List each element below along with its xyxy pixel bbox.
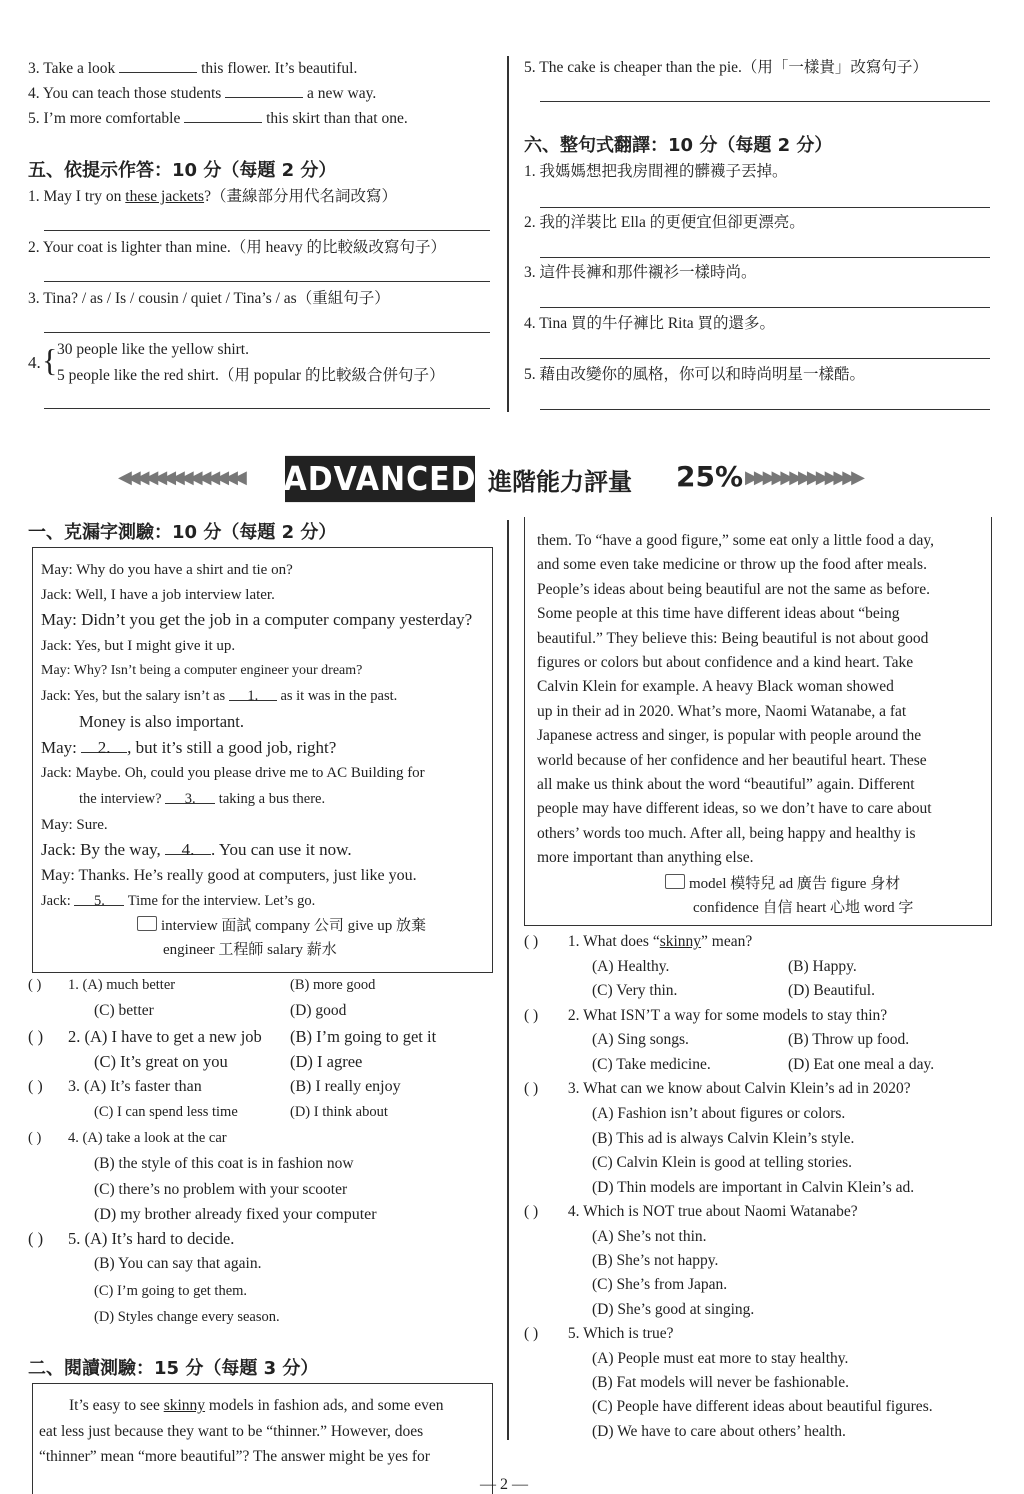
sec5-q2: 2. Your coat is lighter than mine.（用 heavy 的比較級改寫句子） <box>28 239 447 256</box>
dialog-box <box>32 547 493 973</box>
mc-option: (C) better <box>94 1002 154 1019</box>
passage-line: Japanese actress and singer, is popular with people around the <box>537 727 922 745</box>
mc-option: (C) there’s no problem with your scooter <box>94 1181 348 1198</box>
dialog-line: Money is also important. <box>79 712 244 731</box>
advanced-percent: 25% <box>676 460 744 493</box>
blank-1[interactable]: 1. <box>229 686 277 701</box>
mc-option: (A) She’s not thin. <box>592 1228 707 1245</box>
mc-q5: ( ) 5. (A) It’s hard to decide. <box>28 1229 235 1248</box>
mc-option: (D) Styles change every season. <box>94 1309 280 1325</box>
section-1-heading: 一、克漏字測驗：10 分（每題 2 分） <box>28 522 337 543</box>
answer-line[interactable] <box>540 257 990 258</box>
mc-option: (B) I really enjoy <box>290 1078 401 1095</box>
passage-line: all make us think about the word “beautiful” again. Different <box>537 776 915 793</box>
section-5-heading: 五、依提示作答：10 分（每題 2 分） <box>28 160 337 181</box>
rq1: ( ) 1. What does “skinny” mean? <box>524 933 753 950</box>
sec6-q1: 1. 我媽媽想把我房間裡的髒襪子丟掉。 <box>524 163 788 180</box>
mc-option: (D) good <box>290 1002 347 1019</box>
answer-line[interactable] <box>540 101 990 102</box>
mc-q1: ( ) 1. (A) much better <box>28 977 176 993</box>
book-icon <box>137 916 157 931</box>
column-divider <box>507 56 509 412</box>
dialog-line: Jack: Maybe. Oh, could you please drive me to AC Building for <box>41 765 425 781</box>
arrows-right-icon: ▶▶▶▶▶▶▶▶▶▶▶▶▶ <box>745 467 860 488</box>
sec6-q2: 2. 我的洋裝比 Ella 的更便宜但卻更漂亮。 <box>524 214 805 231</box>
section-6-heading: 六、整句式翻譯：10 分（每題 2 分） <box>524 135 833 156</box>
sec5-q4-line2: 5 people like the red shirt.（用 popular 的比較級合併句子） <box>57 367 445 384</box>
dialog-line: the interview? 3. taking a bus there. <box>79 791 326 807</box>
answer-line[interactable] <box>44 281 490 282</box>
section-2-heading: 二、閱讀測驗：15 分（每題 3 分） <box>28 1358 319 1379</box>
right-q5: 5. The cake is cheaper than the pie.（用「一樣貴」改寫句子） <box>524 59 928 76</box>
dialog-line: Jack: Well, I have a job interview later. <box>41 587 275 603</box>
mc-option: (D) Eat one meal a day. <box>788 1056 935 1073</box>
answer-line[interactable] <box>540 207 990 208</box>
answer-blank[interactable] <box>225 83 303 98</box>
rq5: ( ) 5. Which is true? <box>524 1325 674 1342</box>
passage-line: Calvin Klein for example. A heavy Black woman showed <box>537 678 894 696</box>
mc-option: (D) She’s good at singing. <box>592 1301 755 1318</box>
passage-line: and some even take medicine or throw up the food after meals. <box>537 556 927 574</box>
answer-blank[interactable] <box>184 108 262 123</box>
mc-option: (D) my brother already fixed your computer <box>94 1206 377 1223</box>
book-icon <box>665 874 685 889</box>
fill-q5: 5. I’m more comfortable this skirt than that one. <box>28 110 408 127</box>
sec5-q4-number: 4. <box>28 353 41 372</box>
mc-q2: ( ) 2. (A) I have to get a new job <box>28 1027 262 1046</box>
rq4: ( ) 4. Which is NOT true about Naomi Watanabe? <box>524 1203 858 1220</box>
mc-option: (B) more good <box>290 977 376 993</box>
passage-line: others’ words too much. After all, being happy and healthy is <box>537 824 916 842</box>
passage-line: more important than anything else. <box>537 849 754 867</box>
answer-paren[interactable]: ( ) <box>28 1027 44 1046</box>
dialog-line: May: Sure. <box>41 817 108 833</box>
vocab-line: interview 面試 company 公司 give up 放棄 <box>137 916 426 936</box>
passage-line: figures or colors but about confidence and a kind heart. Take <box>537 654 914 671</box>
answer-line[interactable] <box>44 230 490 231</box>
answer-paren[interactable]: ( ) <box>524 1080 539 1097</box>
mc-option: (D) Thin models are important in Calvin Klein’s ad. <box>592 1179 915 1196</box>
mc-option: (B) Throw up food. <box>788 1031 910 1048</box>
mc-option: (C) She’s from Japan. <box>592 1276 728 1293</box>
passage-line: “thinner” mean “more beautiful”? The answer might be yes for <box>39 1448 430 1465</box>
fill-q4: 4. You can teach those students a new way. <box>28 85 377 102</box>
blank-3[interactable]: 3. <box>165 789 215 804</box>
brace-icon: { <box>42 342 58 378</box>
answer-paren[interactable]: ( ) <box>28 1130 42 1146</box>
mc-option: (C) I’m going to get them. <box>94 1283 248 1299</box>
blank-2[interactable]: 2. <box>81 738 127 753</box>
mc-q4: ( ) 4. (A) take a look at the car <box>28 1130 227 1146</box>
passage-box-right <box>524 517 992 926</box>
mc-option: (D) I agree <box>290 1052 363 1071</box>
vocab-line: confidence 自信 heart 心地 word 字 <box>693 900 914 916</box>
mc-option: (C) People have different ideas about beautiful figures. <box>592 1398 933 1415</box>
answer-paren[interactable]: ( ) <box>524 1325 539 1342</box>
dialog-line: Jack: 5. Time for the interview. Let’s go. <box>41 893 316 909</box>
page-number: — 2 — <box>480 1476 528 1493</box>
mc-option: (A) Sing songs. <box>592 1031 689 1048</box>
rq2: ( ) 2. What ISN’T a way for some models to stay thin? <box>524 1007 888 1024</box>
vocab-line: model 模特兒 ad 廣告 figure 身材 <box>665 874 900 894</box>
dialog-line: May: Thanks. He’s really good at computers, just like you. <box>41 867 417 884</box>
answer-line[interactable] <box>540 409 990 410</box>
answer-paren[interactable]: ( ) <box>524 1203 539 1220</box>
dialog-line: Jack: By the way, 4. . You can use it now. <box>41 840 352 859</box>
mc-option: (B) Fat models will never be fashionable. <box>592 1374 849 1391</box>
answer-blank[interactable] <box>119 58 197 73</box>
mc-option: (A) Healthy. <box>592 958 670 975</box>
sec5-q1: 1. May I try on these jackets?（畫線部分用代名詞改寫） <box>28 188 397 205</box>
passage-line: people may have different ideas, so we don’t have to care about <box>537 800 932 818</box>
blank-4[interactable]: 4. <box>165 840 211 855</box>
answer-line[interactable] <box>540 307 990 308</box>
passage-line: up in their ad in 2020. What’s more, Naomi Watanabe, a fat <box>537 702 907 720</box>
mc-option: (B) the style of this coat is in fashion now <box>94 1155 354 1172</box>
answer-line[interactable] <box>44 408 490 409</box>
answer-paren[interactable]: ( ) <box>28 1078 43 1095</box>
mc-option: (B) Happy. <box>788 958 857 975</box>
dialog-line: May: Why? Isn’t being a computer engineer your dream? <box>41 663 363 678</box>
passage-line: them. To “have a good figure,” some eat only a little food a day, <box>537 532 935 549</box>
mc-option: (C) I can spend less time <box>94 1104 238 1120</box>
vocab-line: engineer 工程師 salary 薪水 <box>163 942 337 958</box>
mc-option: (C) Calvin Klein is good at telling stories. <box>592 1154 853 1171</box>
answer-paren[interactable]: ( ) <box>524 933 539 950</box>
answer-paren[interactable]: ( ) <box>28 977 42 993</box>
answer-paren[interactable]: ( ) <box>28 1229 44 1248</box>
mc-option: (B) I’m going to get it <box>290 1027 437 1046</box>
mc-option: (C) Very thin. <box>592 982 678 999</box>
passage-box-left <box>32 1383 493 1494</box>
answer-paren[interactable]: ( ) <box>524 1007 539 1024</box>
passage-line: It’s easy to see skinny models in fashion ads, and some even <box>69 1397 444 1414</box>
mc-option: (B) She’s not happy. <box>592 1252 719 1269</box>
mc-option: (B) You can say that again. <box>94 1255 262 1272</box>
dialog-line: Jack: Yes, but I might give it up. <box>41 638 236 654</box>
mc-option: (D) We have to care about others’ health. <box>592 1423 846 1440</box>
mc-q3: ( ) 3. (A) It’s faster than <box>28 1078 202 1095</box>
dialog-line: May: Why do you have a shirt and tie on? <box>41 562 293 578</box>
passage-line: eat less just because they want to be “thinner.” However, does <box>39 1423 424 1440</box>
mc-option: (A) Fashion isn’t about figures or colors. <box>592 1105 846 1122</box>
answer-line[interactable] <box>44 332 490 333</box>
passage-line: People’s ideas about being beautiful are not the same as before. <box>537 580 930 598</box>
mc-option: (D) Beautiful. <box>788 982 875 999</box>
column-divider <box>507 520 509 1440</box>
mc-option: (A) People must eat more to stay healthy. <box>592 1350 849 1367</box>
advanced-banner: ADVANCED <box>285 456 475 502</box>
passage-line: world because of her confidence and her beautiful heart. These <box>537 751 927 769</box>
dialog-line: Jack: Yes, but the salary isn’t as 1. as it was in the past. <box>41 688 398 704</box>
sec6-q5: 5. 藉由改變你的風格，你可以和時尚明星一樣酷。 <box>524 366 866 383</box>
sec6-q4: 4. Tina 買的牛仔褲比 Rita 買的還多。 <box>524 315 776 332</box>
answer-line[interactable] <box>540 358 990 359</box>
dialog-line: May: Didn’t you get the job in a computer company yesterday? <box>41 610 473 629</box>
dialog-line: May: 2. , but it’s still a good job, right? <box>41 738 337 757</box>
blank-5[interactable]: 5. <box>74 891 124 906</box>
mc-option: (B) This ad is always Calvin Klein’s style. <box>592 1130 855 1147</box>
rq3: ( ) 3. What can we know about Calvin Klein’s ad in 2020? <box>524 1080 911 1097</box>
passage-line: Some people at this time have different ideas about “being <box>537 605 900 623</box>
arrows-left-icon: ◀◀◀◀◀◀◀◀◀◀◀◀◀◀ <box>118 467 242 488</box>
sec5-q4-line1: 30 people like the yellow shirt. <box>57 341 249 358</box>
fill-q3: 3. Take a look this flower. It’s beautiful. <box>28 60 358 77</box>
sec5-q3: 3. Tina? / as / Is / cousin / quiet / Tina’s / as（重組句子） <box>28 290 390 307</box>
mc-option: (D) I think about <box>290 1104 388 1120</box>
advanced-banner-chinese: 進階能力評量 <box>488 468 632 496</box>
mc-option: (C) It’s great on you <box>94 1052 228 1071</box>
mc-option: (C) Take medicine. <box>592 1056 711 1073</box>
sec6-q3: 3. 這件長褲和那件襯衫一樣時尚。 <box>524 264 757 281</box>
passage-line: beautiful.” They believe this: Being beautiful is not about good <box>537 629 929 647</box>
